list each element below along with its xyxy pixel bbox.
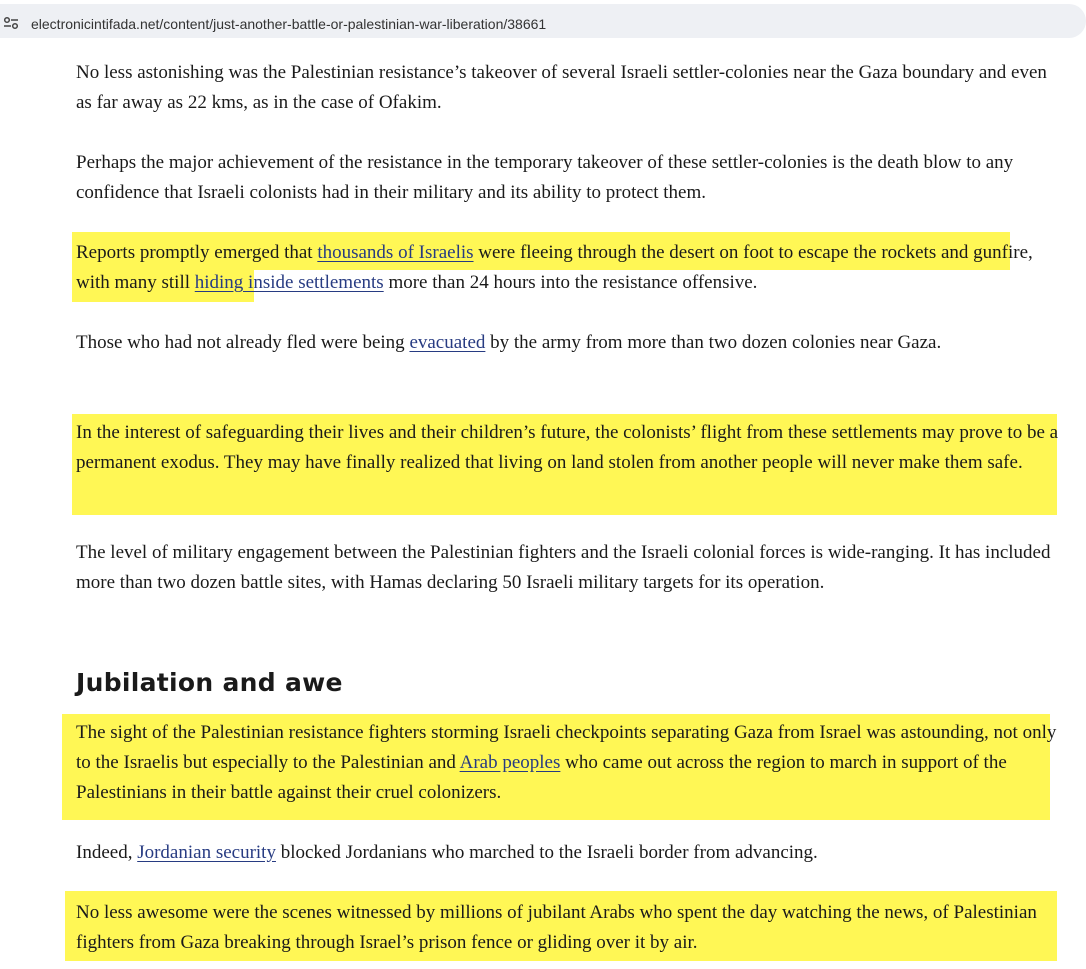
paragraph-exodus: In the interest of safeguarding their lives and their children’s future, the colonists’ flight from these settlements may prove to be a permanent exodus. They may have finally realized that living on land stolen from another people will never make them safe. — [76, 422, 1059, 473]
paragraph-ofakim: No less astonishing was the Palestinian resistance’s takeover of several Israeli settler-colonies near the Gaza boundary and even as far away as 22 kms, as in the case of Ofakim. — [76, 62, 1047, 113]
text-span: Reports promptly emerged that — [76, 242, 318, 263]
paragraph-death-blow: Perhaps the major achievement of the resistance in the temporary takeover of these settler-colonies is the death blow to any confidence that Israeli colonists had in their military and its ability to protect them. — [76, 152, 1014, 203]
paragraph-military-engagement: The level of military engagement between the Palestinian fighters and the Israeli colonial forces is wide-ranging. It has included more than two dozen battle sites, with Hamas declaring 50 Israeli military targets for its operation. — [76, 542, 1051, 593]
paragraph-evacuated — [76, 328, 1066, 358]
paragraph-checkpoints — [76, 718, 1066, 808]
text-span: Indeed, — [76, 842, 138, 863]
link-thousands-of-israelis[interactable]: thousands of Israelis — [317, 242, 474, 263]
text-span: by the army from more than two dozen colonies near Gaza. — [485, 332, 942, 353]
text-span: more than 24 hours into the resistance offensive. — [383, 272, 758, 293]
link-jordanian-security[interactable]: Jordanian security — [137, 842, 276, 863]
text-span: were fleeing through the desert on foot to escape the rockets and gunfire, — [473, 242, 1033, 263]
text-span: blocked Jordanians who marched to the Israeli border from advancing. — [275, 842, 818, 863]
url-text[interactable]: electronicintifada.net/content/just-another-battle-or-palestinian-war-liberation/38661 — [31, 16, 547, 32]
link-arab-peoples[interactable]: Arab peoples — [459, 752, 561, 773]
section-heading: Jubilation and awe — [76, 668, 343, 697]
text-span: Those who had not already fled were being — [76, 332, 410, 353]
paragraph-fleeing — [76, 238, 1066, 298]
text-span: who came out across the region to march in support of the Palestinians in their battle against their cruel colonizers. — [76, 752, 1007, 803]
text-span: with many still — [76, 272, 195, 293]
text-span: The sight of the Palestinian resistance fighters storming Israeli checkpoints separating Gaza from Israel was astounding, not only to the Israelis but especially to the Palestinian and — [76, 722, 1057, 773]
link-evacuated[interactable]: evacuated — [409, 332, 486, 353]
link-hiding-inside-settlements[interactable]: hiding inside settlements — [194, 272, 384, 293]
paragraph-awesome: No less awesome were the scenes witnessed by millions of jubilant Arabs who spent the day watching the news, of Palestinian fighters from Gaza breaking through Israel’s prison fence or gliding over it by air. — [76, 902, 1037, 953]
paragraph-jordanian — [76, 838, 1066, 868]
